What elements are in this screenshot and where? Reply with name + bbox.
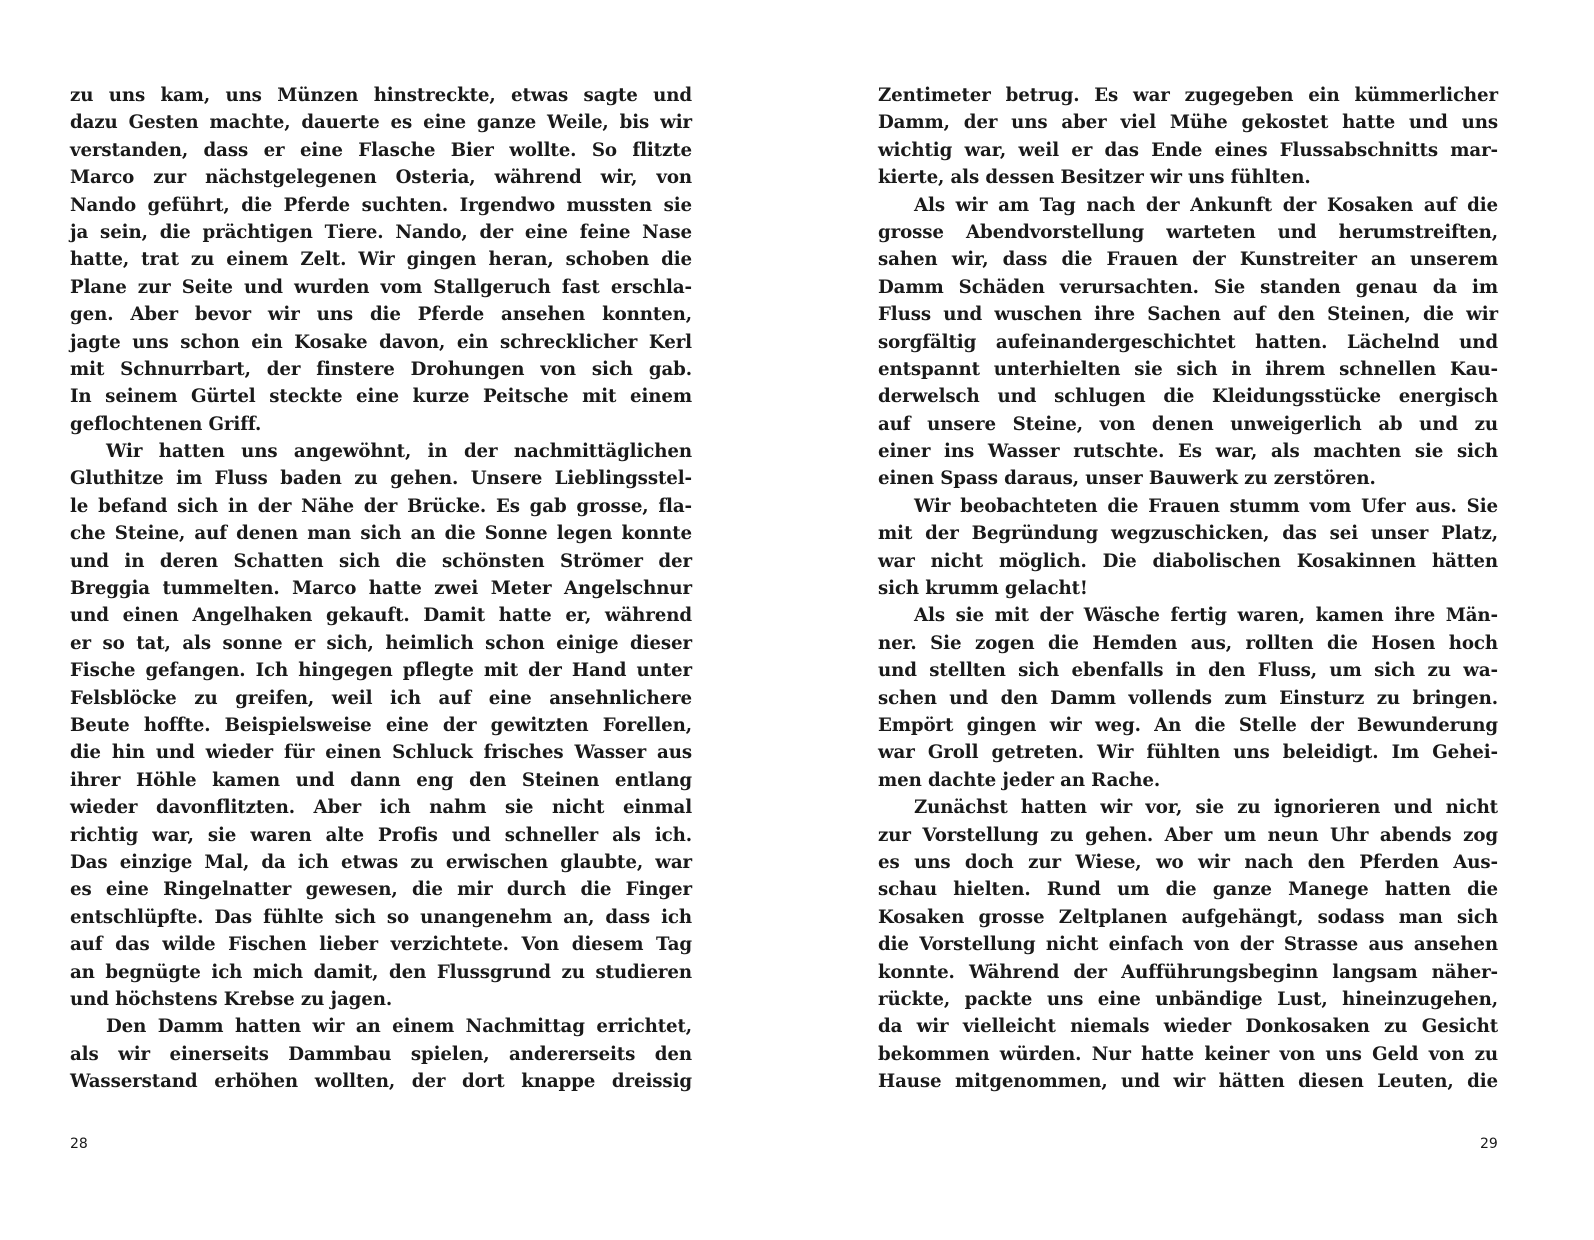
text-line: Fluss und wuschen ihre Sachen auf den Steinen, die wir xyxy=(878,304,1498,326)
text-line: er so tat, als sonne er sich, heimlich schon einige dieser xyxy=(70,632,692,654)
text-line: auf unsere Steine, von denen unweigerlich ab und zu xyxy=(878,413,1498,435)
text-line: wichtig war, weil er das Ende eines Flussabschnitts mar- xyxy=(878,139,1498,161)
text-line: bekommen würden. Nur hatte keiner von uns Geld von zu xyxy=(878,1043,1498,1065)
text-line: men dachte jeder an Rache. xyxy=(878,769,1161,791)
text-line: war nicht möglich. Die diabolischen Kosakinnen hätten xyxy=(878,550,1498,572)
text-line: Empört gingen wir weg. An die Stelle der Bewunderung xyxy=(878,714,1498,736)
text-line: Hause mitgenommen, und wir hätten diesen Leuten, die xyxy=(878,1071,1498,1093)
text-line: grosse Abendvorstellung warteten und herumstreiften, xyxy=(878,221,1498,243)
text-line: es eine Ringelnatter gewesen, die mir durch die Finger xyxy=(70,879,692,901)
text-line: gen. Aber bevor wir uns die Pferde ansehen konnten, xyxy=(70,304,692,326)
text-line: und höchstens Krebse zu jagen. xyxy=(70,988,393,1010)
text-line: auf das wilde Fischen lieber verzichtete. Von diesem Tag xyxy=(70,934,692,956)
text-line: Marco zur nächstgelegenen Osteria, während wir, von xyxy=(70,167,692,189)
text-line: verstanden, dass er eine Flasche Bier wollte. So flitzte xyxy=(70,139,692,161)
text-line: Beute hoffte. Beispielsweise eine der gewitzten Forellen, xyxy=(70,714,692,736)
text-line: Zunächst hatten wir vor, sie zu ignorieren und nicht xyxy=(914,797,1498,819)
text-line: ja sein, die prächtigen Tiere. Nando, der eine feine Nase xyxy=(70,221,692,243)
text-line: die hin und wieder für einen Schluck frisches Wasser aus xyxy=(70,742,692,764)
text-line: da wir vielleicht niemals wieder Donkosaken zu Gesicht xyxy=(878,1016,1498,1038)
text-line: an begnügte ich mich damit, den Flussgrund zu studieren xyxy=(70,961,692,983)
text-line: zu uns kam, uns Münzen hinstreckte, etwas sagte und xyxy=(70,85,692,106)
text-line: In seinem Gürtel steckte eine kurze Peitsche mit einem xyxy=(70,386,692,408)
page-number-left: 28 xyxy=(70,1136,88,1152)
text-line: sich krumm gelacht! xyxy=(878,578,1088,600)
text-line: Zentimeter betrug. Es war zugegeben ein kümmerlicher xyxy=(878,85,1498,106)
text-line: konnte. Während der Aufführungsbeginn langsam näher- xyxy=(878,961,1498,983)
text-line: schau hielten. Rund um die ganze Manege hatten die xyxy=(878,879,1498,901)
text-line: Als wir am Tag nach der Ankunft der Kosaken auf die xyxy=(914,194,1498,216)
text-line: Kosaken grosse Zeltplanen aufgehängt, sodass man sich xyxy=(878,906,1498,928)
text-line: Gluthitze im Fluss baden zu gehen. Unsere Lieblingsstel- xyxy=(70,468,692,490)
text-line: Felsblöcke zu greifen, weil ich auf eine ansehnlichere xyxy=(70,687,692,709)
text-line: als wir einerseits Dammbau spielen, andererseits den xyxy=(70,1043,692,1065)
text-line: mit Schnurrbart, der finstere Drohungen von sich gab. xyxy=(70,358,692,380)
text-line: einen Spass daraus, unser Bauwerk zu zerstören. xyxy=(878,468,1376,490)
right-page-text xyxy=(878,82,1498,1095)
text-line: entschlüpfte. Das fühlte sich so unangenehm an, dass ich xyxy=(70,906,692,928)
left-page-text xyxy=(70,82,692,1095)
text-line: hatte, trat zu einem Zelt. Wir gingen heran, schoben die xyxy=(70,249,692,271)
text-line: Damm, der uns aber viel Mühe gekostet hatte und uns xyxy=(878,112,1498,134)
text-line: ihrer Höhle kamen und dann eng den Steinen entlang xyxy=(70,769,692,791)
text-line: jagte uns schon ein Kosake davon, ein schrecklicher Kerl xyxy=(70,331,692,353)
text-line: kierte, als dessen Besitzer wir uns fühlten. xyxy=(878,167,1311,189)
text-line: Damm Schäden verursachten. Sie standen genau da im xyxy=(878,276,1498,298)
text-line: che Steine, auf denen man sich an die Sonne legen konnte xyxy=(70,523,692,545)
text-line: war Groll getreten. Wir fühlten uns beleidigt. Im Gehei- xyxy=(878,742,1498,764)
text-line: schen und den Damm vollends zum Einsturz zu bringen. xyxy=(878,687,1498,709)
text-line: Wir hatten uns angewöhnt, in der nachmittäglichen xyxy=(106,441,692,463)
text-line: entspannt unterhielten sie sich in ihrem schnellen Kau- xyxy=(878,358,1498,380)
text-line: Wir beobachteten die Frauen stumm vom Ufer aus. Sie xyxy=(914,495,1498,517)
text-line: und stellten sich ebenfalls in den Fluss, um sich zu wa- xyxy=(878,660,1498,682)
text-line: sorgfältig aufeinandergeschichtet hatten. Lächelnd und xyxy=(878,331,1498,353)
text-line: Den Damm hatten wir an einem Nachmittag errichtet, xyxy=(106,1016,692,1038)
text-line: Nando geführt, die Pferde suchten. Irgendwo mussten sie xyxy=(70,194,692,216)
page-number-right: 29 xyxy=(1480,1136,1498,1152)
text-line: wieder davonflitzten. Aber ich nahm sie nicht einmal xyxy=(70,797,692,819)
text-line: Breggia tummelten. Marco hatte zwei Meter Angelschnur xyxy=(70,578,692,600)
text-line: dazu Gesten machte, dauerte es eine ganze Weile, bis wir xyxy=(70,112,692,134)
text-line: und in deren Schatten sich die schönsten Strömer der xyxy=(70,550,692,572)
text-line: le befand sich in der Nähe der Brücke. Es gab grosse, fla- xyxy=(70,495,692,517)
text-line: derwelsch und schlugen die Kleidungsstücke energisch xyxy=(878,386,1498,408)
text-line: Das einzige Mal, da ich etwas zu erwischen glaubte, war xyxy=(70,851,692,873)
text-line: es uns doch zur Wiese, wo wir nach den Pferden Aus- xyxy=(878,851,1498,873)
text-line: richtig war, sie waren alte Profis und schneller als ich. xyxy=(70,824,692,846)
text-line: ner. Sie zogen die Hemden aus, rollten die Hosen hoch xyxy=(878,632,1498,654)
text-line: die Vorstellung nicht einfach von der Strasse aus ansehen xyxy=(878,934,1498,956)
text-line: geflochtenen Griff. xyxy=(70,413,262,435)
text-line: einer ins Wasser rutschte. Es war, als machten sie sich xyxy=(878,441,1498,463)
text-line: Fische gefangen. Ich hingegen pflegte mit der Hand unter xyxy=(70,660,692,682)
text-line: rückte, packte uns eine unbändige Lust, hineinzugehen, xyxy=(878,988,1498,1010)
text-line: Plane zur Seite und wurden vom Stallgeruch fast erschla- xyxy=(70,276,692,298)
text-line: Wasserstand erhöhen wollten, der dort knappe dreissig xyxy=(70,1071,692,1093)
text-line: mit der Begründung wegzuschicken, das sei unser Platz, xyxy=(878,523,1498,545)
text-line: Als sie mit der Wäsche fertig waren, kamen ihre Män- xyxy=(914,605,1498,627)
text-line: sahen wir, dass die Frauen der Kunstreiter an unserem xyxy=(878,249,1498,271)
text-line: und einen Angelhaken gekauft. Damit hatte er, während xyxy=(70,605,692,627)
text-line: zur Vorstellung zu gehen. Aber um neun Uhr abends zog xyxy=(878,824,1498,846)
